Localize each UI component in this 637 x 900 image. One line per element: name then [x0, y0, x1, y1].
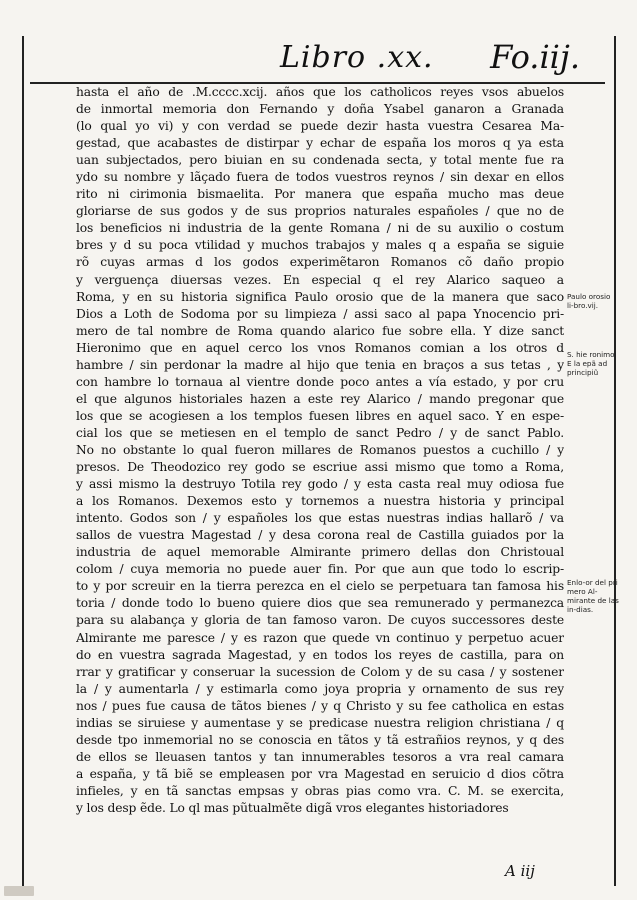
text-line: los beneficios ni industria de la gente Romana / ni de su auxilio o costum	[76, 221, 564, 236]
text-line: los que se acogiesen a los templos fuesen libres en aquel saco. Y en espe-	[76, 408, 564, 423]
text-line: para su alabança y gloria de tan famoso varon. De cuyos successores deste	[76, 613, 564, 628]
margin-note-hieronimo: S. hie ronimo E la epã ad principiũ	[567, 350, 615, 377]
text-line: desde tpo inmemorial no se conoscia en tãtos y tã estrañios reynos, y q des	[76, 732, 564, 747]
text-line: de inmortal memoria don Fernando y doña Ysabel ganaron a Granada	[76, 102, 564, 117]
text-line: hambre / sin perdonar la madre al hijo que tenia en braços a sus tetas , y	[76, 357, 564, 372]
text-line: Almirante me paresce / y es razon que quede vn continuo y perpetuo acuer	[76, 630, 564, 645]
margin-note-almirante: Enlo-or del pri mero Al-mirante de las in-dias.	[567, 578, 619, 614]
text-line: a españa, y tã biẽ se empleasen por vra Magestad en seruicio d dios cõtra	[76, 766, 564, 781]
text-line: bres y d su poca vtilidad y muchos trabajos y males q a españa se siguie	[76, 238, 564, 253]
text-line: infieles, y en tã sanctas empsas y obras pias como vra. C. M. se exercita,	[76, 783, 564, 798]
text-line: el que algunos historiales hazen a este rey Alarico / mando pregonar que	[76, 391, 564, 406]
text-line: Dios a Loth de Sodoma por su limpieza / assi saco al papa Ynocencio pri-	[76, 306, 564, 321]
text-line: presos. De Theodozico rey godo se escriue assi mismo que tomo a Roma,	[76, 460, 564, 475]
main-text	[76, 84, 564, 854]
text-line: colom / cuya memoria no puede auer fin. Por que aun que todo lo escrip-	[76, 562, 564, 577]
text-line: y los desp ẽde. Lo ql mas pũtualmẽte digã vros elegantes historiadores	[76, 800, 509, 815]
text-line: ydo su nombre y lãçado fuera de todos vuestros reynos / sin dexar en ellos	[76, 170, 564, 185]
text-line: do en vuestra sagrada Magestad, y en todos los reyes de castilla, para on	[76, 647, 564, 662]
text-line: industria de aquel memorable Almirante primero dellas don Christoual	[76, 545, 564, 560]
running-title: Libro .xx.	[280, 40, 434, 75]
text-line: a los Romanos. Dexemos esto y tornemos a nuestra historia y principal	[76, 494, 564, 509]
text-line: con hambre lo tornaua al vientre donde poco antes a vía estado, y por cru	[76, 374, 564, 389]
text-line: y verguença diuersas vezes. En especial q el rey Alarico saqueo a	[76, 272, 564, 287]
signature-mark: A iij	[505, 862, 535, 880]
folio-number: Fo.iij.	[490, 38, 580, 76]
text-line: (lo qual yo vi) y con verdad se puede dezir hasta vuestra Cesarea Ma-	[76, 119, 564, 134]
text-line: sallos de vuestra Magestad / y desa corona real de Castilla guiados por la	[76, 528, 564, 543]
text-line: indias se siruiese y aumentase y se predicase nuestra religion christiana / q	[76, 715, 564, 730]
text-line: cial los que se metiesen en el templo de sanct Pedro / y de sanct Pablo.	[76, 425, 564, 440]
text-line: intento. Godos son / y españoles los que estas nuestras indias hallarõ / va	[76, 511, 564, 526]
text-line: gloriarse de sus godos y de sus proprios naturales españoles / que no de	[76, 204, 564, 219]
text-line: nos / pues fue causa de tãtos bienes / y q Christo y su fee catholica en estas	[76, 698, 564, 713]
text-line: toria / donde todo lo bueno quiere dios que sea remunerado y permanezca	[76, 596, 564, 611]
library-stamp	[4, 886, 34, 896]
text-line: rrar y gratificar y conseruar la sucession de Colom y de su casa / y sostener	[76, 664, 564, 679]
text-line: gestad, que acabastes de distirpar y echar de españa los moros q ya esta	[76, 136, 564, 151]
text-line: mero de tal nombre de Roma quando alarico fue sobre ella. Y dize sanct	[76, 323, 564, 338]
text-line: uan subjectados, pero biuian en su condenada secta, y total mente fue ra	[76, 153, 564, 168]
page-header	[30, 38, 605, 84]
margin-note-paulo-orosio: Paulo orosio li-bro.vij.	[567, 292, 611, 310]
text-line: No no obstante lo qual fueron millares de Romanos puestos a cuchillo / y	[76, 442, 564, 457]
text-line: Hieronimo que en aquel cerco los vnos Romanos comian a los otros d	[76, 340, 564, 355]
text-line: hasta el año de .M.cccc.xcij. años que los catholicos reyes vsos abuelos	[76, 85, 564, 99]
text-line: to y por screuir en la tierra perezca en el cielo se perpetuara tan famosa his	[76, 579, 564, 594]
text-line: la / y aumentarla / y estimarla como joya propria y ornamento de sus rey	[76, 681, 564, 696]
text-line: Roma, y en su historia significa Paulo orosio que de la manera que saco	[76, 289, 564, 304]
text-line: y assi mismo la destruyo Totila rey godo / y esta casta real muy odiosa fue	[76, 477, 564, 492]
text-line: rõ cuyas armas d los godos experimẽtaron Romanos cõ daño propio	[76, 255, 564, 270]
text-line: de ellos se lleuasen tantos y tan innumerables tesoros a vra real camara	[76, 749, 564, 764]
text-line: rito ni cirimonia bismaelita. Por manera que españa mucho mas deue	[76, 187, 564, 202]
